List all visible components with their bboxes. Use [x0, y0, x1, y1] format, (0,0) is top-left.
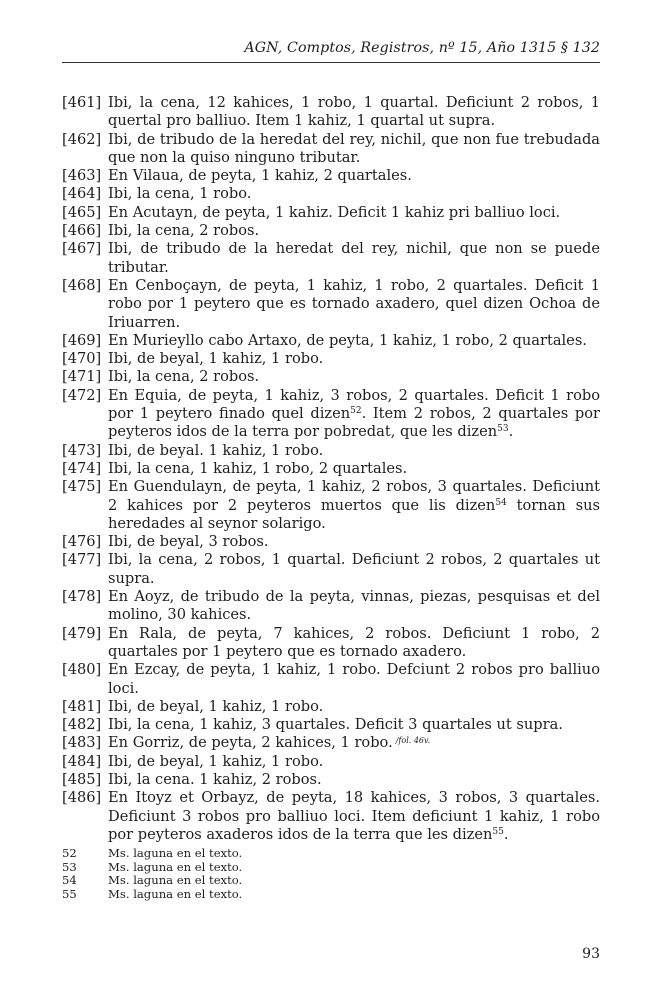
entry-text-run: En Aoyz, de tribudo de la peyta, vinnas, piezas, pesquisas et del molino, 30 kahices. — [108, 588, 600, 624]
entry — [62, 204, 600, 222]
entry-text — [108, 478, 600, 533]
entry — [62, 387, 600, 442]
header-rule — [62, 62, 600, 63]
entry-number: [477] — [62, 551, 102, 569]
entry-text-run: . Item 2 robos, 2 quartales por peyteros idos de la terra por pobredat, que les dizen — [108, 405, 600, 441]
entry-text-run: En Equia, de peyta, 1 kahiz, 3 robos, 2 quartales. Deficit 1 robo por 1 peytero finado quel dizen — [108, 386, 600, 423]
entry — [62, 625, 600, 662]
entry-text — [108, 460, 600, 478]
entry-number: [461] — [62, 94, 102, 111]
entry-text — [108, 533, 600, 551]
entry-text — [108, 753, 600, 771]
entry-number: [480] — [62, 661, 102, 679]
entry — [62, 460, 600, 478]
entry-text — [108, 94, 600, 131]
entry-text — [108, 771, 600, 789]
entry-text — [108, 222, 600, 240]
entry-number: [478] — [62, 588, 102, 606]
entry — [62, 240, 600, 277]
entry-number: [472] — [62, 386, 102, 404]
entry-text — [108, 368, 600, 386]
entry-number: [464] — [62, 185, 102, 203]
entry-number: [467] — [62, 240, 102, 258]
entry-text — [108, 167, 600, 185]
entry-text — [108, 332, 600, 350]
footnote-text: Ms. laguna en el texto. — [108, 846, 243, 860]
footnote-text: Ms. laguna en el texto. — [108, 886, 243, 901]
page-number: 93 — [582, 946, 600, 962]
entry — [62, 94, 600, 131]
entry — [62, 368, 600, 386]
entry-number: [479] — [62, 624, 102, 642]
entry-text-run: Ibi, la cena, 1 kahiz, 3 quartales. Deficit 3 quartales ut supra. — [108, 716, 563, 734]
entry-number: [466] — [62, 222, 102, 240]
entry-text-run: En Itoyz et Orbayz, de peyta, 18 kahices, 3 robos, 3 quartales. Deficiunt 3 robos pro balliuo loci. Item deficiunt 1 kahiz, 1 robo por peyteros axaderos idos de la terra que les dizen — [108, 789, 600, 843]
entry-list — [62, 94, 600, 844]
entry-number: [486] — [62, 789, 102, 807]
entry — [62, 789, 600, 844]
footnote — [62, 861, 600, 875]
entry-text — [108, 185, 600, 203]
entry-text — [108, 350, 600, 368]
running-head: AGN, Comptos, Registros, nº 15, Año 1315 § 132 — [244, 40, 600, 56]
entry-text-run: Ibi, de tribudo de la heredat del rey, nichil, que non fue trebudada que non la quiso ninguno tributar. — [108, 130, 600, 166]
entry-text-run: En Cenboçayn, de peyta, 1 kahiz, 1 robo, 2 quartales. Deficit 1 robo por 1 peytero que es tornado axadero, quel dizen Ochoa de Iriuarren. — [108, 276, 600, 331]
entry-text — [108, 387, 600, 442]
entry-text — [108, 625, 600, 662]
entry-text-run: Ibi, de beyal, 3 robos. — [108, 533, 269, 551]
entry-number: [475] — [62, 478, 102, 496]
folio-marker: /fol. 46v. — [395, 736, 431, 746]
footnote — [62, 847, 600, 861]
footnote-text: Ms. laguna en el texto. — [108, 873, 243, 888]
entry — [62, 771, 600, 789]
entry-text — [108, 442, 600, 460]
entry-text-run: . — [508, 423, 514, 441]
entry-text-run: Ibi, la cena, 2 robos. — [108, 368, 260, 386]
entry — [62, 698, 600, 716]
entry-text-run: Ibi, la cena. 1 kahiz, 2 robos. — [108, 770, 322, 788]
entry — [62, 350, 600, 368]
entry-number: [465] — [62, 203, 102, 221]
footnote-number: 53 — [62, 859, 77, 874]
entry-text-run: Ibi, la cena, 1 kahiz, 1 robo, 2 quartales. — [108, 459, 408, 477]
footnote-list — [62, 847, 600, 901]
entry — [62, 442, 600, 460]
entry-text-run: Ibi, de tribudo de la heredat del rey, nichil, que non se puede tributar. — [108, 240, 600, 276]
entry — [62, 716, 600, 734]
entry-text-run: En Vilaua, de peyta, 1 kahiz, 2 quartales. — [108, 167, 412, 185]
entry-text-run: Ibi, de beyal, 1 kahiz, 1 robo. — [108, 350, 324, 368]
entry-text — [108, 734, 600, 752]
footnote — [62, 874, 600, 888]
entry-number: [470] — [62, 350, 102, 368]
entry — [62, 588, 600, 625]
entry-text — [108, 588, 600, 625]
entry-text-run: En Murieyllo cabo Artaxo, de peyta, 1 kahiz, 1 robo, 2 quartales. — [108, 331, 587, 349]
entry — [62, 478, 600, 533]
entry — [62, 277, 600, 332]
entry-number: [484] — [62, 752, 102, 770]
entry-number: [462] — [62, 130, 102, 148]
entry-text-run: Ibi, de beyal, 1 kahiz, 1 robo. — [108, 697, 324, 715]
entry-text — [108, 131, 600, 168]
entry-number: [476] — [62, 533, 102, 551]
entry-text-run: En Ezcay, de peyta, 1 kahiz, 1 robo. Defciunt 2 robos pro balliuo loci. — [108, 661, 600, 697]
entry-text — [108, 661, 600, 698]
entry-text-run: En Rala, de peyta, 7 kahices, 2 robos. Deficiunt 1 robo, 2 quartales por 1 peytero que es tornado axadero. — [108, 624, 600, 660]
entry-text-run: En Acutayn, de peyta, 1 kahiz. Deficit 1 kahiz pri balliuo loci. — [108, 203, 561, 221]
entry-text-run: Ibi, la cena, 1 robo. — [108, 185, 252, 203]
entry — [62, 661, 600, 698]
entry-text-run: Ibi, la cena, 2 robos, 1 quartal. Deficiunt 2 robos, 2 quartales ut supra. — [108, 551, 600, 587]
footnote-reference: 54 — [495, 497, 507, 508]
footnote-number: 54 — [62, 873, 77, 888]
entry-text-run: Ibi, la cena, 12 kahices, 1 robo, 1 quartal. Deficiunt 2 robos, 1 quertal pro balliuo. Item 1 kahiz, 1 quartal ut supra. — [108, 94, 600, 130]
entry — [62, 734, 600, 752]
entry-text — [108, 204, 600, 222]
entry-number: [482] — [62, 716, 102, 734]
entry — [62, 185, 600, 203]
entry-text-run: . — [503, 825, 509, 843]
entry-number: [469] — [62, 331, 102, 349]
entry-text-run: Ibi, la cena, 2 robos. — [108, 222, 260, 240]
entry-text — [108, 698, 600, 716]
footnote-number: 52 — [62, 846, 77, 860]
entry — [62, 222, 600, 240]
entry-text — [108, 716, 600, 734]
entry — [62, 533, 600, 551]
entry-number: [481] — [62, 697, 102, 715]
entry-text-run: En Guendulayn, de peyta, 1 kahiz, 2 robos, 3 quartales. Deficiunt 2 kahices por 2 peyteros muertos que lis dizen — [108, 478, 600, 514]
entry-text — [108, 277, 600, 332]
entry-text-run: Ibi, de beyal, 1 kahiz, 1 robo. — [108, 752, 324, 770]
entry-number: [468] — [62, 276, 102, 294]
entry-number: [483] — [62, 734, 102, 752]
entry-number: [473] — [62, 441, 102, 459]
footnote-reference: 53 — [497, 424, 509, 435]
entry-text — [108, 789, 600, 844]
footnote-reference: 55 — [492, 826, 504, 837]
entry — [62, 167, 600, 185]
entry-number: [474] — [62, 459, 102, 477]
entry-number: [463] — [62, 167, 102, 185]
entry-number: [485] — [62, 770, 102, 788]
entry-text-run: Ibi, de beyal. 1 kahiz, 1 robo. — [108, 441, 324, 459]
entry-text — [108, 551, 600, 588]
entry-text-run: En Gorriz, de peyta, 2 kahices, 1 robo. — [108, 734, 393, 752]
entry — [62, 332, 600, 350]
footnote-text: Ms. laguna en el texto. — [108, 859, 243, 874]
entry — [62, 753, 600, 771]
entry — [62, 131, 600, 168]
entry-text — [108, 240, 600, 277]
entry-number: [471] — [62, 368, 102, 386]
entry — [62, 551, 600, 588]
footnote-reference: 52 — [350, 406, 362, 417]
entry-text-run: tornan sus heredades al seynor solarigo. — [108, 496, 600, 532]
footnote-number: 55 — [62, 886, 77, 901]
footnote — [62, 888, 600, 902]
